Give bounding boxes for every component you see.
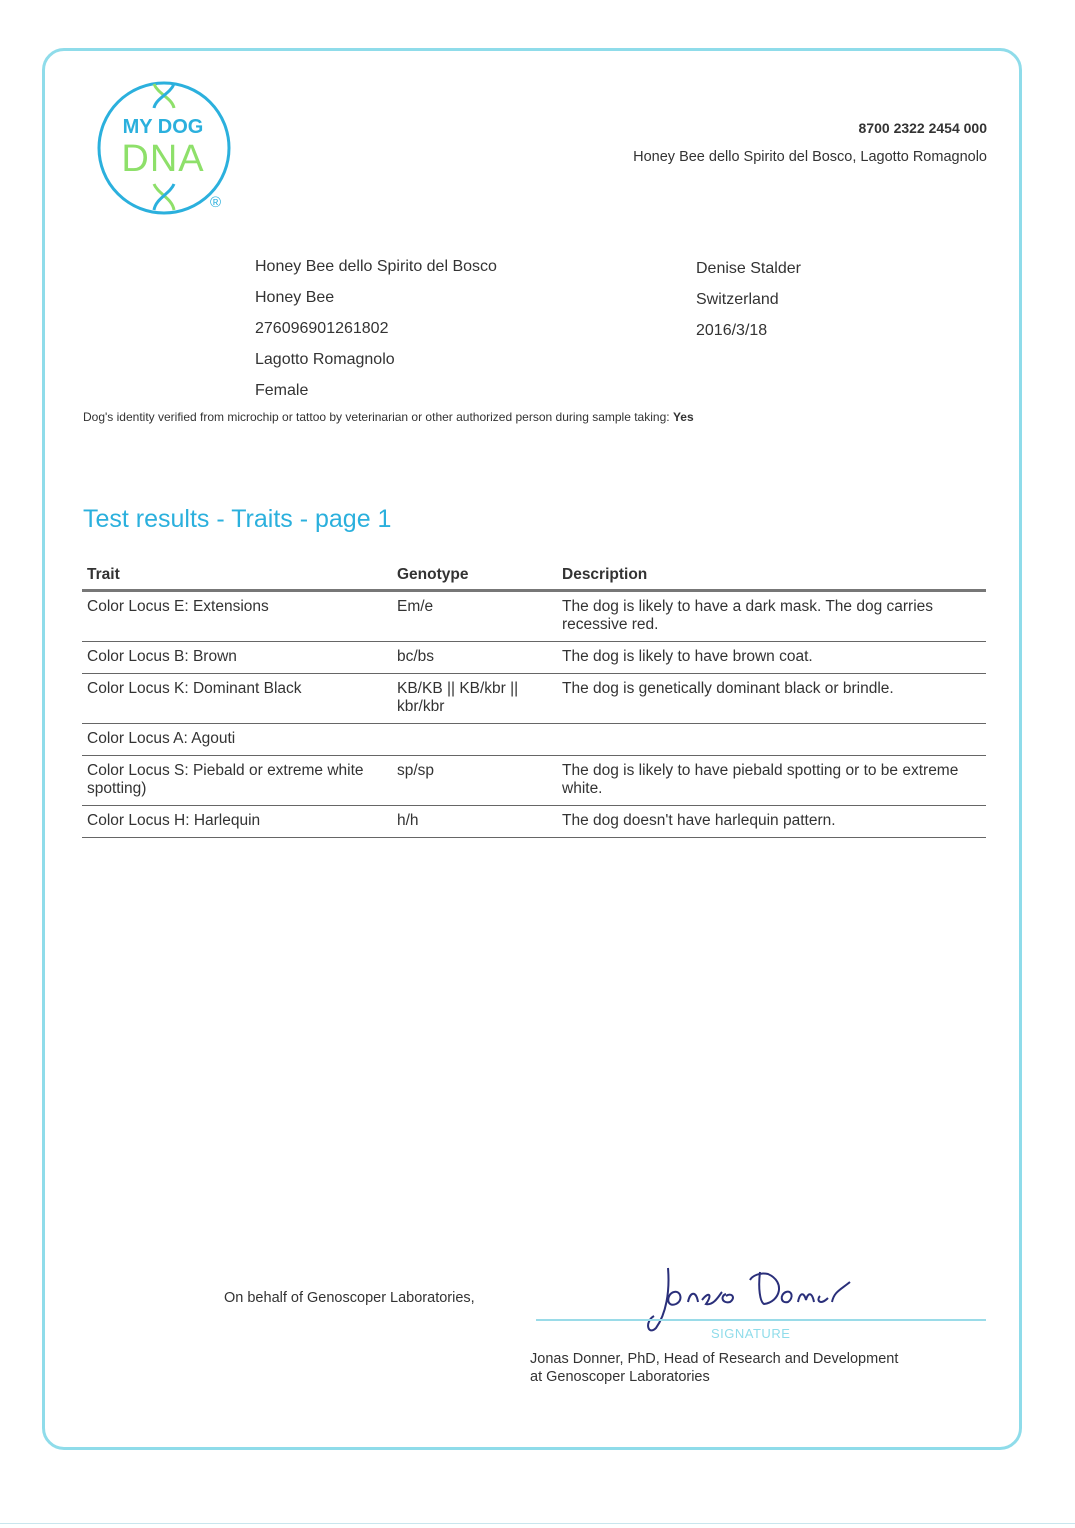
trait-cell: Color Locus A: Agouti <box>82 724 392 756</box>
table-row <box>82 642 986 674</box>
microchip-value: 276096901261802 <box>255 320 389 337</box>
signer-line2: at Genoscoper Laboratories <box>530 1369 710 1385</box>
on-behalf-text: On behalf of Genoscoper Laboratories, <box>224 1290 475 1306</box>
signer-info <box>530 1350 898 1386</box>
signer-line1: Jonas Donner, PhD, Head of Research and Development <box>530 1351 899 1367</box>
traits-table <box>82 562 986 838</box>
verification-text: Dog's identity verified from microchip or tattoo by veterinarian or other authorized person during sample taking: <box>83 410 670 424</box>
call-name-value: Honey Bee <box>255 289 335 306</box>
country-value: Switzerland <box>696 291 779 308</box>
trait-cell: Color Locus K: Dominant Black <box>82 674 392 724</box>
trait-cell: Color Locus S: Piebald or extreme white spotting) <box>82 756 392 806</box>
description-cell: The dog is likely to have a dark mask. The dog carries recessive red. <box>557 591 986 642</box>
logo-line1: MY DOG <box>122 116 204 138</box>
registered-mark: ® <box>210 194 222 211</box>
description-cell: The dog is genetically dominant black or brindle. <box>557 674 986 724</box>
table-row <box>82 724 986 756</box>
trait-cell: Color Locus B: Brown <box>82 642 392 674</box>
header-trait: Trait <box>82 562 392 591</box>
header-genotype: Genotype <box>392 562 557 591</box>
section-title: Test results - Traits - page 1 <box>83 505 392 533</box>
gender-value: Female <box>255 382 309 399</box>
registered-name-value: Honey Bee dello Spirito del Bosco <box>255 258 497 275</box>
table-header-row <box>82 562 986 591</box>
genotype-cell: Em/e <box>392 591 557 642</box>
genotype-cell <box>392 724 557 756</box>
bottom-rule <box>0 1523 1075 1524</box>
document-subtitle: Honey Bee dello Spirito del Bosco, Lagotto Romagnolo <box>633 149 987 165</box>
verification-answer: Yes <box>672 410 694 424</box>
my-dog-dna-logo <box>96 80 236 220</box>
genotype-cell: h/h <box>392 806 557 838</box>
table-row <box>82 674 986 724</box>
description-cell: The dog doesn't have harlequin pattern. <box>557 806 986 838</box>
trait-cell: Color Locus E: Extensions <box>82 591 392 642</box>
genotype-cell: KB/KB || KB/kbr || kbr/kbr <box>392 674 557 724</box>
logo-line2: DNA <box>121 138 205 180</box>
table-row <box>82 756 986 806</box>
breed-value: Lagotto Romagnolo <box>255 351 395 368</box>
header-description: Description <box>557 562 986 591</box>
table-row <box>82 806 986 838</box>
genotype-cell: bc/bs <box>392 642 557 674</box>
signature-line <box>536 1319 986 1321</box>
description-cell: The dog is likely to have piebald spotting or to be extreme white. <box>557 756 986 806</box>
description-cell <box>557 724 986 756</box>
description-cell: The dog is likely to have brown coat. <box>557 642 986 674</box>
genotype-cell: sp/sp <box>392 756 557 806</box>
signature-label: SIGNATURE <box>711 1326 791 1341</box>
identity-verification <box>83 410 694 424</box>
table-row <box>82 591 986 642</box>
document-number: 8700 2322 2454 000 <box>858 120 987 136</box>
testing-date-value: 2016/3/18 <box>696 322 768 339</box>
owner-value: Denise Stalder <box>696 260 801 277</box>
trait-cell: Color Locus H: Harlequin <box>82 806 392 838</box>
